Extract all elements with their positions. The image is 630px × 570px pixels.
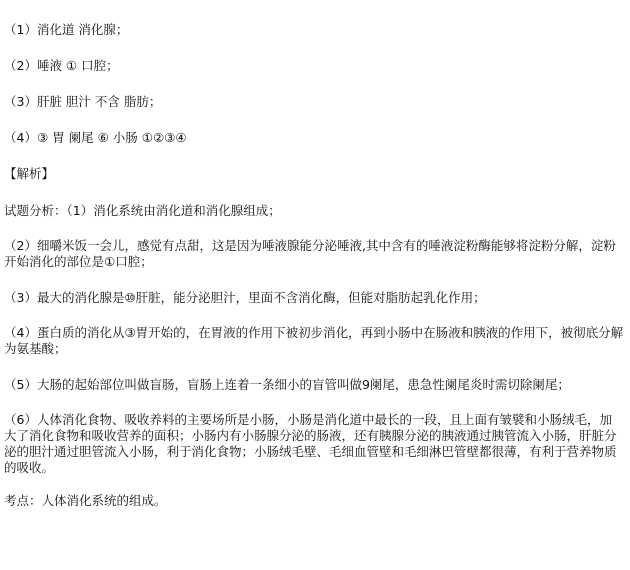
analysis-paragraph-2: （2）细嚼米饭一会儿，感觉有点甜，这是因为唾液腺能分泌唾液,其中含有的唾液淀粉酶能够将淀粉分解，淀粉开始消化的部位是①口腔；: [4, 238, 616, 269]
kaodian-line: 考点：人体消化系统的组成。: [4, 493, 167, 508]
analysis-heading: 【解析】: [4, 166, 55, 181]
analysis-paragraph-3: （3）最大的消化腺是⑩肝脏，能分泌胆汁，里面不含消化酶，但能对脂肪起乳化作用；: [4, 290, 486, 305]
analysis-paragraph-4: （4）蛋白质的消化从③胃开始的，在胃液的作用下被初步消化，再到小肠中在肠液和胰液的作用下，被彻底分解为氨基酸；: [4, 325, 624, 356]
answer-line-3: （3）肝脏 胆汁 不含 脂肪；: [4, 94, 162, 109]
answer-line-1: （1）消化道 消化腺；: [4, 22, 129, 37]
analysis-paragraph-6: （6）人体消化食物、吸收养料的主要场所是小肠，小肠是消化道中最长的一段，且上面有皱襞和小肠绒毛，加大了消化食物和吸收营养的面积；小肠内有小肠腺分泌的肠液，还有胰腺分泌的胰液通过胰管流入小肠，肝脏分泌的胆汁通过胆管流入小肠，利于消化食物；小肠绒毛壁、毛细血管壁和毛细淋巴管壁都很薄，有利于营养物质的吸收。: [4, 412, 617, 475]
analysis-intro: 试题分析：（1）消化系统由消化道和消化腺组成；: [4, 203, 281, 218]
answer-line-4: （4）③ 胃 阑尾 ⑥ 小肠 ①②③④: [4, 130, 187, 145]
analysis-paragraph-5: （5）大肠的起始部位叫做盲肠，盲肠上连着一条细小的盲管叫做9阑尾，患急性阑尾炎时需切除阑尾；: [4, 377, 570, 392]
answer-line-2: （2）唾液 ① 口腔；: [4, 58, 119, 73]
